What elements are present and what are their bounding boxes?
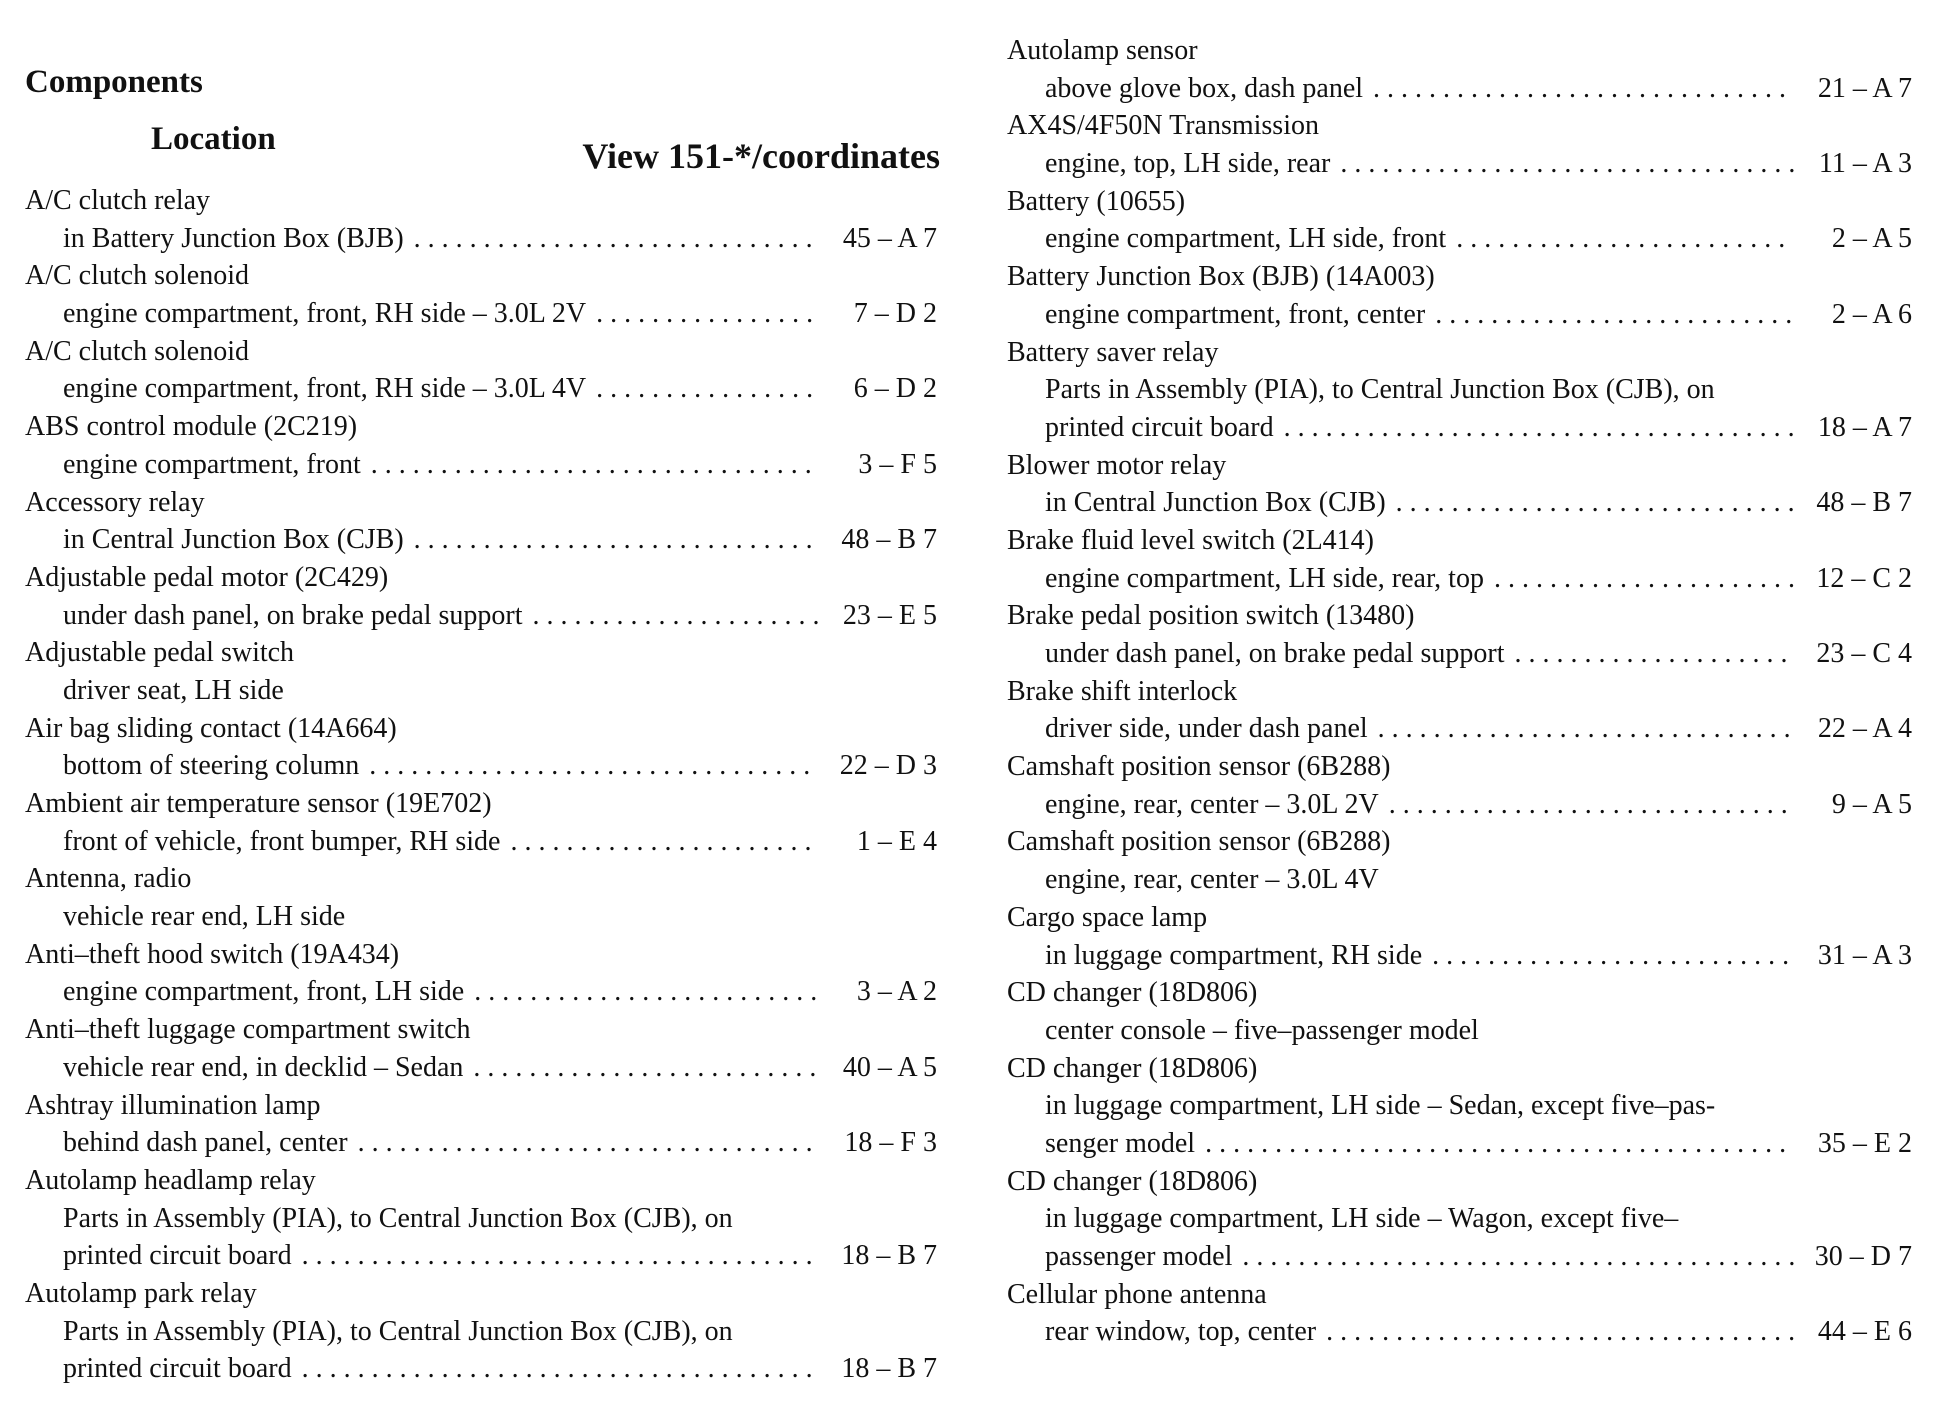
component-entry bbox=[1007, 447, 1912, 522]
location-text: engine compartment, front, LH side bbox=[63, 976, 465, 1008]
dot-leader bbox=[358, 1124, 819, 1162]
location-line bbox=[1007, 296, 1912, 334]
location-text: vehicle rear end, in decklid – Sedan bbox=[63, 1051, 464, 1083]
dot-leader bbox=[1515, 635, 1794, 673]
location-text: engine compartment, front, RH side – 3.0L 2V bbox=[63, 298, 587, 330]
component-name: Antenna, radio bbox=[25, 863, 192, 895]
component-name: Anti–theft luggage compartment switch bbox=[25, 1014, 471, 1046]
component-entry bbox=[25, 1275, 937, 1388]
location-line bbox=[1007, 70, 1912, 108]
location-text: center console – five–passenger model bbox=[1045, 1014, 1479, 1046]
dot-leader bbox=[369, 747, 819, 785]
location-text: engine compartment, front, RH side – 3.0L 4V bbox=[63, 373, 587, 405]
left-column bbox=[25, 182, 937, 1388]
view-coordinate: 21 – A 7 bbox=[1817, 72, 1912, 104]
component-entry bbox=[25, 936, 937, 1011]
component-name: Battery Junction Box (BJB) (14A003) bbox=[1007, 261, 1435, 293]
location-text: driver seat, LH side bbox=[63, 674, 284, 706]
location-line bbox=[1007, 560, 1912, 598]
component-entry bbox=[25, 408, 937, 483]
location-text: in Battery Junction Box (BJB) bbox=[63, 222, 404, 254]
location-text: passenger model bbox=[1045, 1241, 1233, 1272]
component-entry bbox=[25, 1087, 937, 1162]
component-entry bbox=[1007, 673, 1912, 748]
component-name: AX4S/4F50N Transmission bbox=[1007, 110, 1319, 142]
view-coordinate: 30 – D 7 bbox=[1814, 1241, 1912, 1272]
dot-leader bbox=[302, 1237, 819, 1275]
component-name: Ashtray illumination lamp bbox=[25, 1089, 321, 1121]
location-line bbox=[1007, 484, 1912, 522]
component-entry bbox=[25, 710, 937, 785]
component-name: Battery saver relay bbox=[1007, 336, 1219, 368]
component-name: Camshaft position sensor (6B288) bbox=[1007, 751, 1391, 783]
location-text: driver side, under dash panel bbox=[1045, 713, 1368, 745]
right-column bbox=[1007, 32, 1912, 1351]
component-entry bbox=[1007, 597, 1912, 672]
dot-leader bbox=[1456, 220, 1794, 258]
view-coordinate: 3 – F 5 bbox=[858, 448, 937, 480]
location-text: Parts in Assembly (PIA), to Central Junction Box (CJB), on bbox=[63, 1315, 733, 1347]
location-line bbox=[1007, 786, 1912, 824]
dot-leader bbox=[414, 220, 819, 258]
location-line bbox=[25, 1200, 937, 1238]
location-text: in luggage compartment, LH side – Sedan, except five–pas- bbox=[1045, 1090, 1716, 1122]
location-line bbox=[1007, 409, 1912, 447]
location-text: Parts in Assembly (PIA), to Central Junction Box (CJB), on bbox=[63, 1202, 733, 1234]
location-text: engine compartment, LH side, front bbox=[1045, 223, 1447, 255]
view-coordinate: 9 – A 5 bbox=[1831, 788, 1912, 820]
dot-leader bbox=[1340, 145, 1794, 183]
location-text: above glove box, dash panel bbox=[1045, 72, 1364, 104]
dot-leader bbox=[302, 1350, 819, 1388]
component-entry bbox=[1007, 334, 1912, 447]
dot-leader bbox=[371, 446, 819, 484]
location-line bbox=[1007, 1238, 1912, 1276]
location-text: behind dash panel, center bbox=[63, 1127, 348, 1159]
dot-leader bbox=[1326, 1313, 1794, 1351]
location-line bbox=[25, 295, 937, 333]
dot-leader bbox=[1205, 1125, 1794, 1163]
location-text: under dash panel, on brake pedal support bbox=[63, 599, 523, 631]
location-line bbox=[1007, 1200, 1912, 1238]
view-coordinate: 18 – F 3 bbox=[844, 1127, 937, 1159]
component-name: Autolamp sensor bbox=[1007, 35, 1198, 66]
dot-leader bbox=[596, 295, 819, 333]
location-line bbox=[1007, 1313, 1912, 1351]
location-line bbox=[25, 747, 937, 785]
view-coordinate: 11 – A 3 bbox=[1818, 148, 1912, 180]
view-coordinate: 18 – A 7 bbox=[1817, 411, 1912, 443]
component-entry bbox=[1007, 748, 1912, 823]
component-entry bbox=[1007, 823, 1912, 898]
component-entry bbox=[25, 860, 937, 935]
dot-leader bbox=[1396, 484, 1794, 522]
dot-leader bbox=[1389, 786, 1794, 824]
component-entry bbox=[25, 333, 937, 408]
view-coordinate: 35 – E 2 bbox=[1817, 1127, 1912, 1159]
location-line bbox=[25, 1124, 937, 1162]
component-entry bbox=[1007, 107, 1912, 182]
view-coordinate: 2 – A 5 bbox=[1831, 223, 1912, 255]
section-title: Components bbox=[25, 64, 203, 100]
location-text: senger model bbox=[1045, 1127, 1196, 1159]
location-line bbox=[1007, 371, 1912, 409]
location-line bbox=[1007, 220, 1912, 258]
view-coordinate: 2 – A 6 bbox=[1831, 298, 1912, 330]
dot-leader bbox=[1373, 70, 1794, 108]
location-text: printed circuit board bbox=[63, 1240, 292, 1272]
location-line bbox=[25, 823, 937, 861]
location-text: engine compartment, LH side, rear, top bbox=[1045, 562, 1484, 594]
component-entry bbox=[1007, 32, 1912, 107]
component-entry bbox=[1007, 258, 1912, 333]
location-text: engine compartment, front bbox=[63, 448, 361, 480]
view-coordinate: 31 – A 3 bbox=[1817, 939, 1912, 971]
location-text: engine, top, LH side, rear bbox=[1045, 148, 1331, 180]
location-line bbox=[25, 597, 937, 635]
location-text: printed circuit board bbox=[1045, 411, 1274, 443]
component-entry bbox=[1007, 522, 1912, 597]
location-line bbox=[1007, 710, 1912, 748]
location-text: in luggage compartment, RH side bbox=[1045, 939, 1423, 971]
view-coordinate: 7 – D 2 bbox=[853, 298, 937, 330]
location-line bbox=[25, 1237, 937, 1275]
component-entry bbox=[25, 1162, 937, 1275]
location-line bbox=[1007, 937, 1912, 975]
component-name: Ambient air temperature sensor (19E702) bbox=[25, 788, 492, 819]
component-entry bbox=[25, 634, 937, 709]
location-line bbox=[1007, 145, 1912, 183]
component-name: Cellular phone antenna bbox=[1007, 1278, 1267, 1310]
location-line bbox=[1007, 1012, 1912, 1050]
component-entry bbox=[25, 182, 937, 257]
component-name: CD changer (18D806) bbox=[1007, 977, 1258, 1009]
dot-leader bbox=[1284, 409, 1794, 447]
component-name: Brake fluid level switch (2L414) bbox=[1007, 524, 1375, 556]
location-line bbox=[25, 1049, 937, 1087]
location-text: printed circuit board bbox=[63, 1353, 292, 1385]
location-text: engine, rear, center – 3.0L 2V bbox=[1045, 788, 1379, 820]
component-name: Accessory relay bbox=[25, 486, 205, 518]
view-coordinate: 48 – B 7 bbox=[841, 524, 937, 556]
location-text: engine compartment, front, center bbox=[1045, 298, 1426, 330]
dot-leader bbox=[1378, 710, 1794, 748]
location-line bbox=[1007, 861, 1912, 899]
component-name: Air bag sliding contact (14A664) bbox=[25, 712, 397, 744]
location-line bbox=[25, 521, 937, 559]
component-name: A/C clutch solenoid bbox=[25, 335, 249, 367]
location-text: in luggage compartment, LH side – Wagon, except five– bbox=[1045, 1203, 1679, 1235]
view-coordinate: 1 – E 4 bbox=[856, 825, 937, 857]
location-line bbox=[25, 220, 937, 258]
component-name: Brake pedal position switch (13480) bbox=[1007, 600, 1415, 632]
view-coordinate: 12 – C 2 bbox=[1816, 562, 1912, 594]
location-text: vehicle rear end, LH side bbox=[63, 901, 346, 933]
component-name: ABS control module (2C219) bbox=[25, 411, 358, 443]
component-entry bbox=[1007, 1276, 1912, 1351]
dot-leader bbox=[414, 521, 819, 559]
component-name: Autolamp headlamp relay bbox=[25, 1164, 316, 1196]
location-column-heading: Location bbox=[151, 121, 276, 157]
page-header bbox=[25, 62, 940, 184]
location-text: in Central Junction Box (CJB) bbox=[1045, 487, 1386, 519]
location-text: Parts in Assembly (PIA), to Central Junction Box (CJB), on bbox=[1045, 374, 1715, 406]
location-line bbox=[25, 1350, 937, 1388]
component-entry bbox=[1007, 1050, 1912, 1163]
view-coordinate: 18 – B 7 bbox=[841, 1240, 937, 1272]
component-entry bbox=[1007, 183, 1912, 258]
view-coordinate: 18 – B 7 bbox=[841, 1353, 937, 1385]
view-coordinate: 22 – A 4 bbox=[1817, 713, 1912, 745]
view-coordinate: 22 – D 3 bbox=[839, 750, 937, 782]
view-coordinate: 23 – E 5 bbox=[842, 599, 937, 631]
view-coordinate: 48 – B 7 bbox=[1816, 487, 1912, 519]
dot-leader bbox=[473, 1049, 819, 1087]
component-entry bbox=[25, 559, 937, 634]
component-name: Autolamp park relay bbox=[25, 1277, 257, 1309]
component-name: Battery (10655) bbox=[1007, 185, 1186, 217]
location-line bbox=[25, 446, 937, 484]
location-line bbox=[25, 672, 937, 710]
component-entry bbox=[1007, 974, 1912, 1049]
location-text: under dash panel, on brake pedal support bbox=[1045, 638, 1505, 669]
component-entry bbox=[25, 257, 937, 332]
dot-leader bbox=[596, 370, 819, 408]
location-text: in Central Junction Box (CJB) bbox=[63, 524, 404, 556]
component-name: CD changer (18D806) bbox=[1007, 1052, 1258, 1084]
location-line bbox=[25, 1313, 937, 1351]
component-entry bbox=[1007, 1163, 1912, 1276]
location-line bbox=[25, 370, 937, 408]
location-text: rear window, top, center bbox=[1045, 1316, 1317, 1348]
component-name: A/C clutch relay bbox=[25, 185, 211, 216]
location-line bbox=[25, 898, 937, 936]
view-coordinate: 23 – C 4 bbox=[1816, 638, 1912, 669]
component-name: Brake shift interlock bbox=[1007, 675, 1238, 707]
component-name: Blower motor relay bbox=[1007, 449, 1227, 481]
location-text: front of vehicle, front bumper, RH side bbox=[63, 825, 501, 857]
view-coordinate: 44 – E 6 bbox=[1817, 1316, 1912, 1348]
component-name: Camshaft position sensor (6B288) bbox=[1007, 826, 1391, 858]
location-line bbox=[25, 973, 937, 1011]
component-name: Adjustable pedal motor (2C429) bbox=[25, 561, 389, 593]
dot-leader bbox=[1432, 937, 1794, 975]
dot-leader bbox=[1242, 1238, 1794, 1276]
dot-leader bbox=[474, 973, 819, 1011]
location-text: bottom of steering column bbox=[63, 750, 360, 782]
component-name: Anti–theft hood switch (19A434) bbox=[25, 938, 400, 970]
location-line bbox=[1007, 635, 1912, 673]
dot-leader bbox=[533, 597, 819, 635]
location-line bbox=[1007, 1125, 1912, 1163]
component-entry bbox=[25, 785, 937, 860]
component-name: CD changer (18D806) bbox=[1007, 1165, 1258, 1197]
component-name: Adjustable pedal switch bbox=[25, 637, 295, 669]
component-entry bbox=[25, 1011, 937, 1086]
dot-leader bbox=[1435, 296, 1794, 334]
view-coordinate: 40 – A 5 bbox=[842, 1051, 937, 1083]
location-line bbox=[1007, 1087, 1912, 1125]
component-entry bbox=[1007, 899, 1912, 974]
dot-leader bbox=[510, 823, 819, 861]
location-text: engine, rear, center – 3.0L 4V bbox=[1045, 864, 1379, 896]
component-name: A/C clutch solenoid bbox=[25, 260, 249, 292]
dot-leader bbox=[1494, 560, 1794, 598]
view-coordinate: 45 – A 7 bbox=[842, 222, 937, 254]
view-coordinate: 3 – A 2 bbox=[856, 976, 937, 1008]
component-name: Cargo space lamp bbox=[1007, 901, 1208, 933]
view-coordinate: 6 – D 2 bbox=[853, 373, 937, 405]
view-column-heading: View 151-*/coordinates bbox=[582, 136, 940, 176]
component-entry bbox=[25, 484, 937, 559]
